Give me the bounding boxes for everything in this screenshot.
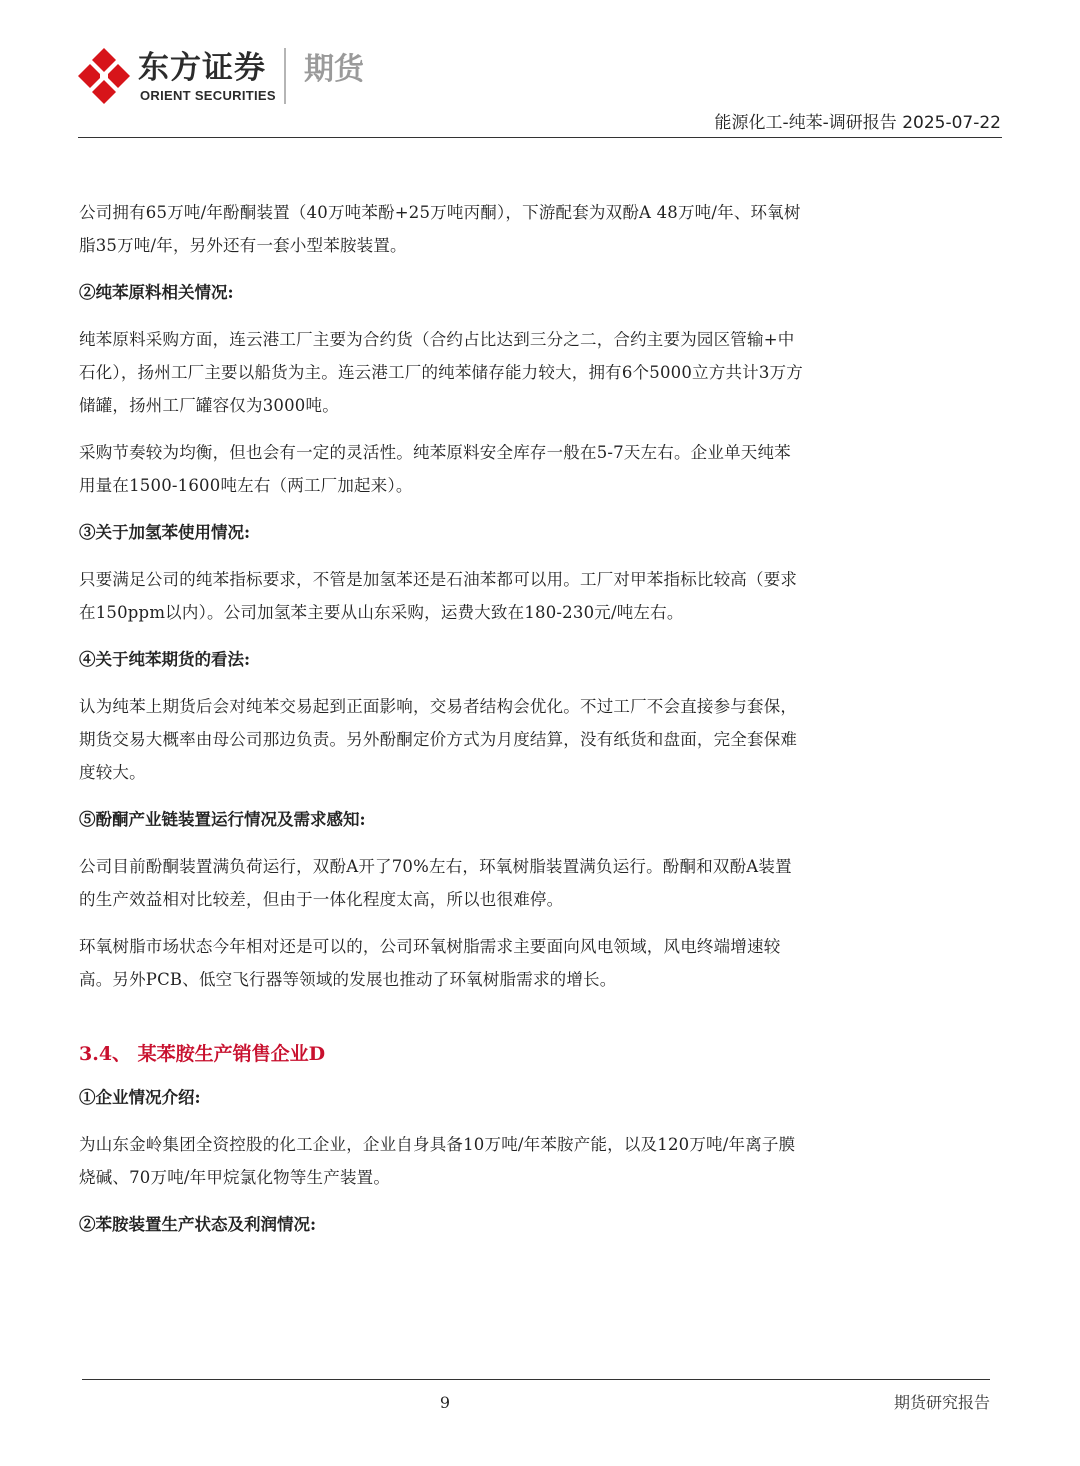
orient-securities-logo-icon [76, 46, 132, 106]
paragraph: 采购节奏较为均衡，但也会有一定的灵活性。纯苯原料安全库存一般在5-7天左右。企业单天纯苯用量在1500-1600吨左右（两工厂加起来）。 [79, 443, 791, 495]
subheading-benzene-feedstock: ②纯苯原料相关情况: [79, 283, 234, 302]
paragraph: 公司拥有65万吨/年酚酮装置（40万吨苯酚+25万吨丙酮），下游配套为双酚A 48万吨/年、环氧树脂35万吨/年，另外还有一套小型苯胺装置。 [79, 203, 801, 255]
subheading-aniline-status: ②苯胺装置生产状态及利润情况: [79, 1215, 317, 1234]
section-heading: 3.4、 某苯胺生产销售企业D [79, 1043, 326, 1065]
paragraph: 认为纯苯上期货后会对纯苯交易起到正面影响，交易者结构会优化。不过工厂不会直接参与套保，期货交易大概率由母公司那边负责。另外酚酮定价方式为月度结算，没有纸货和盘面，完全套保难度较大。 [79, 697, 798, 782]
subheading-company-intro: ①企业情况介绍: [79, 1088, 201, 1107]
footer-label: 期货研究报告 [893, 1393, 990, 1412]
logo-chinese-name: 东方证券 [138, 50, 266, 86]
paragraph: 只要满足公司的纯苯指标要求，不管是加氢苯还是石油苯都可以用。工厂对甲苯指标比较高（要求在150ppm以内）。公司加氢苯主要从山东采购，运费大致在180-230元/吨左右。 [79, 570, 798, 622]
logo-divider [284, 48, 286, 104]
subheading-phenol-ketone-chain: ⑤酚酮产业链装置运行情况及需求感知: [79, 810, 366, 829]
report-title: 能源化工-纯苯-调研报告 2025-07-22 [714, 113, 1001, 133]
paragraph: 纯苯原料采购方面，连云港工厂主要为合约货（合约占比达到三分之二，合约主要为园区管输+中石化），扬州工厂主要以船货为主。连云港工厂的纯苯储存能力较大，拥有6个5000立方共计3万方储罐，扬州工厂罐容仅为3000吨。 [79, 330, 803, 415]
report-body [79, 196, 803, 1255]
paragraph: 为山东金岭集团全资控股的化工企业，企业自身具备10万吨/年苯胺产能，以及120万吨/年离子膜烧碱、70万吨/年甲烷氯化物等生产装置。 [79, 1135, 796, 1187]
paragraph: 公司目前酚酮装置满负荷运行，双酚A开了70%左右，环氧树脂装置满负运行。酚酮和双酚A装置的生产效益相对比较差，但由于一体化程度太高，所以也很难停。 [79, 857, 792, 909]
logo-english-name: ORIENT SECURITIES [140, 88, 276, 103]
page-header [0, 0, 1080, 140]
page-number: 9 [439, 1393, 451, 1412]
subheading-hydrogenated-benzene: ③关于加氢苯使用情况: [79, 523, 251, 542]
logo-futures-label: 期货 [304, 52, 364, 87]
footer-divider [82, 1379, 990, 1380]
subheading-futures-view: ④关于纯苯期货的看法: [79, 650, 251, 669]
paragraph: 环氧树脂市场状态今年相对还是可以的，公司环氧树脂需求主要面向风电领域，风电终端增速较高。另外PCB、低空飞行器等领域的发展也推动了环氧树脂需求的增长。 [79, 937, 781, 989]
header-divider [78, 137, 1002, 138]
